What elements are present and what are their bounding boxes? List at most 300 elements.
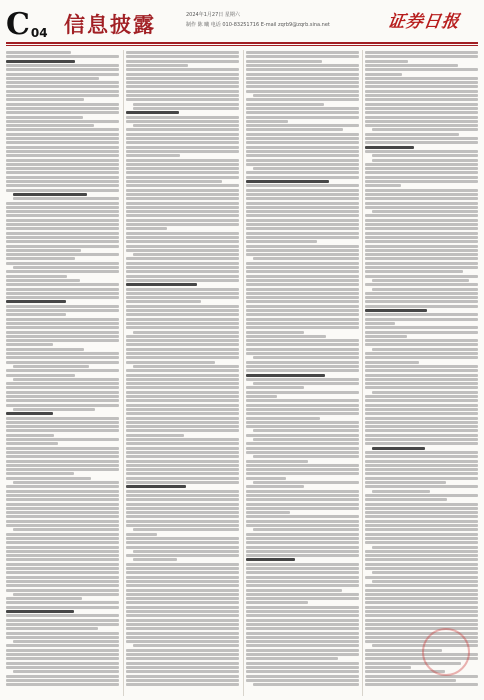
text-line bbox=[6, 356, 119, 359]
text-line bbox=[246, 374, 325, 377]
text-line bbox=[365, 176, 478, 179]
text-line bbox=[6, 154, 119, 157]
text-line bbox=[246, 524, 359, 527]
text-line bbox=[365, 257, 478, 260]
text-line bbox=[6, 305, 119, 308]
text-line bbox=[126, 662, 239, 665]
text-line bbox=[246, 408, 359, 411]
text-line bbox=[6, 571, 119, 574]
text-line bbox=[246, 468, 359, 471]
text-line bbox=[126, 614, 239, 617]
text-line bbox=[6, 434, 54, 437]
text-line bbox=[126, 339, 239, 342]
text-line bbox=[246, 313, 359, 316]
text-line bbox=[246, 606, 359, 609]
text-line bbox=[246, 657, 338, 660]
text-line bbox=[365, 361, 419, 364]
text-line bbox=[246, 601, 308, 604]
text-line bbox=[365, 339, 478, 342]
text-line bbox=[6, 494, 119, 497]
text-line bbox=[6, 270, 119, 273]
text-line bbox=[126, 257, 239, 260]
text-line bbox=[246, 447, 359, 450]
text-line bbox=[246, 623, 359, 626]
text-line bbox=[365, 111, 478, 114]
text-line bbox=[133, 107, 239, 110]
text-line bbox=[126, 326, 239, 329]
text-line bbox=[246, 150, 359, 153]
text-line bbox=[246, 64, 359, 67]
text-line bbox=[365, 593, 478, 596]
text-line bbox=[6, 361, 119, 364]
text-line bbox=[6, 451, 119, 454]
text-line bbox=[126, 472, 239, 475]
text-line bbox=[246, 219, 359, 222]
text-line bbox=[246, 266, 359, 269]
text-line bbox=[365, 567, 478, 570]
text-line bbox=[246, 305, 359, 308]
text-line bbox=[13, 266, 119, 269]
text-line bbox=[126, 352, 239, 355]
text-line bbox=[246, 507, 359, 510]
company-seal-stamp bbox=[422, 628, 470, 676]
text-line bbox=[246, 537, 359, 540]
text-line bbox=[6, 227, 119, 230]
text-line bbox=[253, 257, 359, 260]
header-rule-thin bbox=[6, 45, 478, 46]
text-line bbox=[126, 318, 239, 321]
page-header bbox=[0, 0, 484, 44]
text-line bbox=[6, 546, 119, 549]
text-line bbox=[6, 189, 119, 192]
text-line bbox=[6, 275, 67, 278]
text-line bbox=[365, 408, 478, 411]
text-line bbox=[126, 94, 239, 97]
text-line bbox=[372, 348, 478, 351]
text-line bbox=[6, 417, 119, 420]
text-lines bbox=[246, 50, 359, 696]
text-line bbox=[6, 623, 119, 626]
text-line bbox=[365, 404, 478, 407]
text-line bbox=[6, 257, 75, 260]
text-line bbox=[365, 322, 395, 325]
text-line bbox=[365, 232, 478, 235]
text-line bbox=[126, 670, 239, 673]
text-column bbox=[126, 50, 239, 696]
text-line bbox=[133, 124, 239, 127]
text-line bbox=[6, 150, 119, 153]
newspaper-logo: 证券日报 bbox=[386, 12, 462, 32]
text-line bbox=[126, 421, 239, 424]
text-line bbox=[246, 498, 359, 501]
text-line bbox=[6, 137, 119, 140]
text-line bbox=[126, 675, 239, 678]
text-line bbox=[365, 425, 478, 428]
text-line bbox=[6, 666, 119, 669]
text-line bbox=[6, 214, 119, 217]
text-line bbox=[365, 326, 478, 329]
text-line bbox=[246, 77, 359, 80]
text-line bbox=[126, 567, 239, 570]
text-line bbox=[126, 202, 239, 205]
text-line bbox=[246, 85, 359, 88]
text-line bbox=[365, 296, 478, 299]
text-line bbox=[126, 507, 239, 510]
text-line bbox=[365, 266, 478, 269]
text-line bbox=[365, 331, 478, 334]
text-line bbox=[126, 348, 239, 351]
text-line bbox=[246, 369, 359, 372]
text-line bbox=[246, 184, 359, 187]
text-line bbox=[126, 524, 239, 527]
text-line bbox=[126, 77, 239, 80]
text-line bbox=[126, 606, 239, 609]
text-line bbox=[246, 627, 359, 630]
text-line bbox=[246, 68, 359, 71]
text-line bbox=[246, 60, 322, 63]
text-line bbox=[246, 227, 359, 230]
text-line bbox=[6, 507, 119, 510]
text-line bbox=[13, 193, 87, 196]
text-line bbox=[126, 98, 239, 101]
text-line bbox=[6, 232, 119, 235]
text-line bbox=[6, 77, 99, 80]
text-line bbox=[365, 171, 478, 174]
text-line bbox=[372, 447, 425, 450]
text-line bbox=[246, 116, 359, 119]
text-line bbox=[246, 404, 359, 407]
text-line bbox=[246, 180, 329, 183]
text-line bbox=[6, 468, 119, 471]
text-line bbox=[246, 425, 359, 428]
text-line bbox=[246, 249, 359, 252]
text-line bbox=[133, 550, 239, 553]
text-line bbox=[246, 649, 359, 652]
text-line bbox=[13, 670, 119, 673]
text-line bbox=[6, 391, 119, 394]
text-line bbox=[246, 171, 359, 174]
text-line bbox=[365, 627, 478, 630]
text-line bbox=[126, 408, 239, 411]
text-column bbox=[246, 50, 359, 696]
text-line bbox=[6, 124, 94, 127]
text-line bbox=[126, 498, 239, 501]
text-line bbox=[365, 451, 478, 454]
text-line bbox=[6, 240, 119, 243]
text-line bbox=[365, 150, 478, 153]
text-line bbox=[6, 184, 119, 187]
text-line bbox=[126, 270, 239, 273]
text-line bbox=[6, 472, 74, 475]
text-line bbox=[6, 352, 119, 355]
text-line bbox=[365, 313, 478, 316]
text-line bbox=[246, 270, 359, 273]
text-line bbox=[6, 348, 84, 351]
text-line bbox=[246, 666, 359, 669]
text-line bbox=[253, 528, 359, 531]
text-line bbox=[126, 584, 239, 587]
text-line bbox=[126, 223, 239, 226]
text-line bbox=[365, 146, 414, 149]
text-line bbox=[6, 279, 80, 282]
text-line bbox=[365, 163, 478, 166]
text-line bbox=[6, 477, 91, 480]
text-line bbox=[6, 438, 119, 441]
text-line bbox=[126, 335, 239, 338]
text-line bbox=[126, 404, 239, 407]
text-line bbox=[6, 550, 119, 553]
text-line bbox=[6, 503, 119, 506]
text-line bbox=[365, 606, 478, 609]
text-line bbox=[246, 223, 359, 226]
text-line bbox=[6, 73, 119, 76]
text-line bbox=[126, 210, 239, 213]
text-line bbox=[365, 515, 478, 518]
text-line bbox=[365, 537, 478, 540]
text-line bbox=[365, 141, 478, 144]
text-line bbox=[126, 455, 239, 458]
text-line bbox=[365, 481, 446, 484]
text-line bbox=[246, 107, 359, 110]
text-line bbox=[365, 417, 478, 420]
text-line bbox=[126, 580, 239, 583]
text-line bbox=[126, 679, 239, 682]
text-line bbox=[365, 107, 478, 110]
text-line bbox=[246, 662, 359, 665]
text-line bbox=[6, 331, 119, 334]
text-line bbox=[6, 202, 119, 205]
text-line bbox=[365, 214, 478, 217]
text-line bbox=[126, 429, 239, 432]
text-line bbox=[126, 245, 239, 248]
text-line bbox=[365, 77, 478, 80]
text-line bbox=[246, 490, 359, 493]
text-line bbox=[6, 653, 119, 656]
text-line bbox=[126, 511, 239, 514]
text-line bbox=[6, 146, 119, 149]
text-line bbox=[126, 460, 239, 463]
text-line bbox=[365, 167, 478, 170]
text-line bbox=[126, 146, 239, 149]
text-line bbox=[246, 197, 359, 200]
text-line bbox=[6, 81, 119, 84]
text-line bbox=[126, 171, 239, 174]
text-line bbox=[246, 318, 359, 321]
text-line bbox=[6, 490, 119, 493]
text-line bbox=[126, 180, 222, 183]
text-line bbox=[126, 610, 239, 613]
text-line bbox=[126, 137, 239, 140]
text-line bbox=[365, 554, 478, 557]
text-line bbox=[126, 640, 239, 643]
text-line bbox=[365, 666, 411, 669]
text-line bbox=[253, 382, 359, 385]
text-line bbox=[365, 386, 478, 389]
text-line bbox=[126, 593, 239, 596]
text-line bbox=[365, 472, 478, 475]
text-line bbox=[246, 477, 286, 480]
text-line bbox=[6, 442, 58, 445]
header-rule bbox=[6, 42, 478, 44]
text-line bbox=[246, 395, 277, 398]
text-line bbox=[246, 120, 288, 123]
text-line bbox=[13, 197, 119, 200]
text-line bbox=[6, 245, 119, 248]
text-line bbox=[126, 434, 184, 437]
text-line bbox=[365, 197, 478, 200]
text-line bbox=[365, 85, 478, 88]
text-line bbox=[126, 51, 239, 54]
text-line bbox=[246, 610, 359, 613]
text-line bbox=[6, 313, 66, 316]
text-line bbox=[126, 485, 186, 488]
text-line bbox=[126, 447, 239, 450]
text-line bbox=[365, 369, 478, 372]
text-line bbox=[365, 528, 478, 531]
text-line bbox=[246, 589, 342, 592]
text-line bbox=[13, 640, 119, 643]
text-line bbox=[6, 111, 119, 114]
text-line bbox=[133, 253, 239, 256]
text-line bbox=[6, 116, 83, 119]
text-line bbox=[246, 546, 359, 549]
text-line bbox=[6, 90, 119, 93]
text-line bbox=[126, 60, 239, 63]
text-line bbox=[246, 421, 359, 424]
text-line bbox=[126, 73, 239, 76]
text-line bbox=[365, 305, 478, 308]
text-line bbox=[365, 133, 459, 136]
text-line bbox=[6, 520, 119, 523]
section-number bbox=[6, 7, 48, 42]
text-line bbox=[126, 55, 239, 58]
text-line bbox=[365, 365, 478, 368]
text-line bbox=[6, 464, 119, 467]
text-line bbox=[133, 103, 239, 106]
text-line bbox=[365, 343, 478, 346]
text-line bbox=[126, 249, 239, 252]
text-line bbox=[246, 580, 359, 583]
text-line bbox=[253, 356, 359, 359]
text-line bbox=[246, 128, 343, 131]
text-line bbox=[246, 399, 359, 402]
text-line bbox=[365, 124, 478, 127]
text-line bbox=[365, 511, 478, 514]
text-line bbox=[246, 176, 359, 179]
text-line bbox=[365, 202, 478, 205]
text-line bbox=[246, 675, 359, 678]
article-body bbox=[6, 50, 478, 696]
text-line bbox=[246, 442, 359, 445]
text-line bbox=[253, 683, 359, 686]
text-line bbox=[246, 73, 359, 76]
text-line bbox=[13, 378, 119, 381]
text-line bbox=[365, 503, 478, 506]
text-line bbox=[126, 322, 239, 325]
text-line bbox=[126, 533, 157, 536]
text-line bbox=[126, 343, 239, 346]
text-line bbox=[246, 90, 359, 93]
text-line bbox=[246, 103, 324, 106]
text-line bbox=[6, 94, 119, 97]
text-line bbox=[126, 214, 239, 217]
text-line bbox=[246, 279, 359, 282]
text-line bbox=[6, 675, 119, 678]
text-line bbox=[365, 253, 478, 256]
text-line bbox=[6, 657, 119, 660]
text-line bbox=[365, 283, 478, 286]
text-line bbox=[126, 120, 239, 123]
text-line bbox=[6, 632, 119, 635]
text-line bbox=[365, 103, 478, 106]
text-line bbox=[246, 494, 359, 497]
text-line bbox=[253, 481, 359, 484]
text-line bbox=[365, 477, 478, 480]
text-line bbox=[365, 520, 478, 523]
text-line bbox=[6, 223, 119, 226]
text-line bbox=[133, 331, 239, 334]
text-line bbox=[126, 623, 239, 626]
text-line bbox=[6, 51, 71, 54]
text-line bbox=[126, 546, 239, 549]
text-line bbox=[365, 98, 478, 101]
text-line bbox=[246, 322, 359, 325]
text-line bbox=[365, 464, 478, 467]
text-line bbox=[246, 343, 359, 346]
text-line bbox=[126, 193, 239, 196]
text-line bbox=[6, 614, 119, 617]
text-line bbox=[246, 365, 359, 368]
text-line bbox=[246, 154, 359, 157]
text-line bbox=[13, 481, 119, 484]
text-line bbox=[6, 619, 119, 622]
text-line bbox=[365, 68, 478, 71]
text-line bbox=[6, 249, 81, 252]
text-line bbox=[13, 365, 89, 368]
text-line bbox=[126, 279, 239, 282]
text-line bbox=[6, 584, 119, 587]
text-line bbox=[6, 253, 119, 256]
text-line bbox=[372, 128, 478, 131]
text-line bbox=[246, 141, 359, 144]
text-line bbox=[365, 184, 401, 187]
text-line bbox=[6, 683, 119, 686]
text-line bbox=[365, 236, 478, 239]
text-lines bbox=[126, 50, 239, 696]
text-line bbox=[246, 511, 290, 514]
text-line bbox=[246, 283, 359, 286]
text-line bbox=[6, 107, 119, 110]
text-line bbox=[365, 399, 478, 402]
text-line bbox=[365, 81, 478, 84]
text-line bbox=[246, 339, 359, 342]
text-line bbox=[126, 468, 239, 471]
text-line bbox=[372, 490, 430, 493]
text-line bbox=[126, 197, 239, 200]
text-line bbox=[365, 193, 478, 196]
text-line bbox=[246, 563, 359, 566]
section-title: 信息披露 bbox=[64, 13, 156, 37]
text-line bbox=[372, 580, 478, 583]
text-line bbox=[6, 558, 119, 561]
text-line bbox=[365, 90, 478, 93]
text-line bbox=[365, 374, 478, 377]
text-line bbox=[6, 128, 119, 131]
text-line bbox=[126, 563, 239, 566]
text-line bbox=[246, 597, 359, 600]
text-line bbox=[133, 365, 239, 368]
text-line bbox=[246, 331, 304, 334]
